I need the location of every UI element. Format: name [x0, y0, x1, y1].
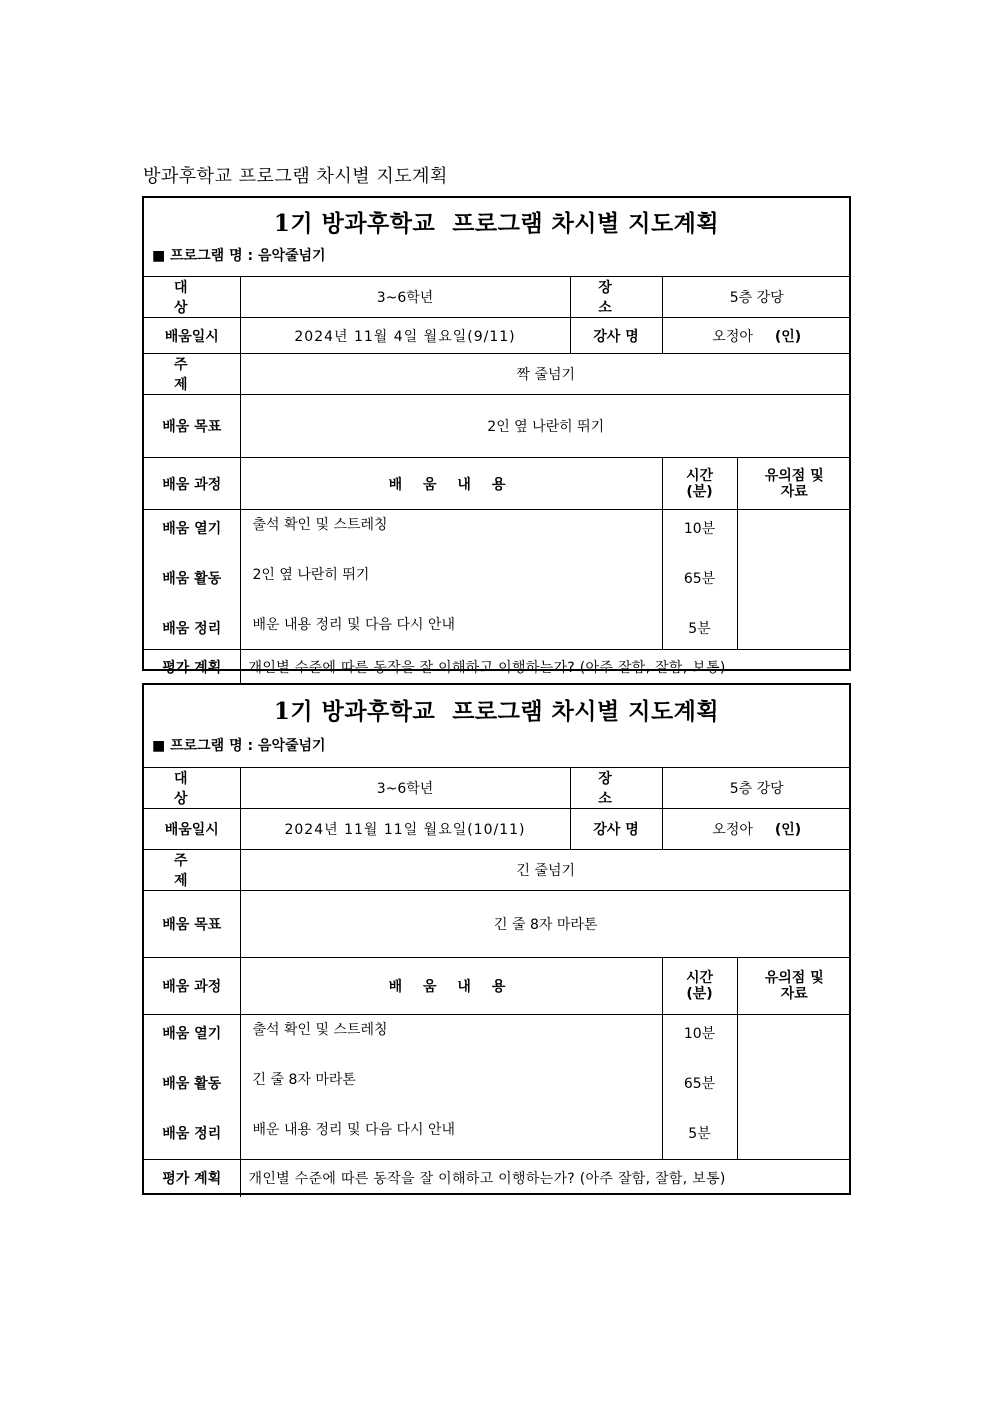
process-stages	[144, 1015, 240, 1160]
process-contents	[240, 1015, 662, 1160]
eval-value: 개인별 수준에 따른 동작을 잘 이해하고 이행하는가? (아주 잘함, 잘함, 보통)	[240, 1160, 851, 1197]
label-date: 배움일시	[144, 318, 240, 354]
date-value: 2024년 11월 4일 월요일(9/11)	[240, 318, 570, 354]
label-topic: 주 제	[144, 354, 240, 395]
time-closing: 5분	[688, 621, 711, 637]
program-name-line	[144, 241, 849, 265]
label-time: 시간 (분)	[662, 958, 737, 1015]
instructor-name: 오정아	[712, 822, 753, 838]
content-activity: 2인 옆 나란히 뛰기	[252, 567, 370, 583]
plan-header	[144, 685, 849, 768]
process-times	[662, 510, 737, 650]
label-date: 배움일시	[144, 809, 240, 850]
label-instructor: 강사 명	[570, 809, 662, 850]
plan-title: 1기 방과후학교 프로그램 차시별 지도계획	[273, 698, 720, 725]
label-place: 장 소	[570, 277, 662, 318]
label-content: 배 움 내 용	[240, 958, 662, 1015]
seal-mark: (인)	[774, 822, 802, 838]
content-activity: 긴 줄 8자 마라톤	[252, 1072, 356, 1088]
plan-table	[144, 768, 851, 1197]
label-place: 장 소	[570, 768, 662, 809]
lesson-plan-2	[142, 683, 851, 1195]
goal-value: 2인 옆 나란히 뛰기	[240, 395, 851, 458]
plan-title: 1기 방과후학교 프로그램 차시별 지도계획	[273, 210, 720, 237]
time-opening: 10분	[683, 521, 716, 537]
label-process: 배움 과정	[144, 958, 240, 1015]
process-stages	[144, 510, 240, 650]
time-activity: 65분	[683, 1076, 716, 1092]
topic-value: 긴 줄넘기	[240, 850, 851, 891]
plan-header	[144, 198, 849, 277]
lesson-plan-1	[142, 196, 851, 676]
label-content: 배 움 내 용	[240, 458, 662, 510]
label-process: 배움 과정	[144, 458, 240, 510]
process-notes	[737, 510, 851, 650]
stage-activity: 배움 활동	[162, 1076, 222, 1092]
stage-closing: 배움 정리	[162, 621, 222, 637]
program-name: 음악줄넘기	[257, 738, 326, 754]
place-value: 5층 강당	[662, 768, 851, 809]
stage-activity: 배움 활동	[162, 571, 222, 587]
time-closing: 5분	[688, 1126, 711, 1142]
date-value: 2024년 11월 11일 월요일(10/11)	[240, 809, 570, 850]
seal-mark: (인)	[774, 328, 802, 345]
document-heading: 방과후학교 프로그램 차시별 지도계획	[143, 166, 448, 187]
plan-table	[144, 277, 851, 684]
label-goal: 배움 목표	[144, 891, 240, 958]
time-opening: 10분	[683, 1026, 716, 1042]
place-value: 5층 강당	[662, 277, 851, 318]
instructor-name: 오정아	[712, 328, 753, 345]
eval-value: 개인별 수준에 따른 동작을 잘 이해하고 이행하는가? (아주 잘함, 잘함, 보통)	[240, 650, 851, 684]
label-eval: 평가 계획	[144, 1160, 240, 1197]
label-time: 시간 (분)	[662, 458, 737, 510]
program-label: ■ 프로그램 명 :	[152, 248, 258, 264]
process-notes	[737, 1015, 851, 1160]
goal-value: 긴 줄 8자 마라톤	[240, 891, 851, 958]
instructor-value	[662, 809, 851, 850]
program-name-line	[144, 731, 849, 755]
content-closing: 배운 내용 정리 및 다음 다시 안내	[252, 1122, 456, 1138]
content-closing: 배운 내용 정리 및 다음 다시 안내	[252, 617, 456, 633]
instructor-value	[662, 318, 851, 354]
label-instructor: 강사 명	[570, 318, 662, 354]
label-notes: 유의점 및 자료	[737, 958, 851, 1015]
process-contents	[240, 510, 662, 650]
program-name: 음악줄넘기	[257, 248, 326, 264]
label-notes: 유의점 및 자료	[737, 458, 851, 510]
stage-opening: 배움 열기	[162, 521, 222, 537]
program-label: ■ 프로그램 명 :	[152, 738, 258, 754]
label-eval: 평가 계획	[144, 650, 240, 684]
label-goal: 배움 목표	[144, 395, 240, 458]
target-value: 3~6학년	[240, 768, 570, 809]
topic-value: 짝 줄넘기	[240, 354, 851, 395]
process-times	[662, 1015, 737, 1160]
content-opening: 출석 확인 및 스트레칭	[252, 1022, 388, 1038]
label-topic: 주 제	[144, 850, 240, 891]
time-activity: 65분	[683, 571, 716, 587]
stage-closing: 배움 정리	[162, 1126, 222, 1142]
label-target: 대 상	[144, 277, 240, 318]
label-target: 대 상	[144, 768, 240, 809]
stage-opening: 배움 열기	[162, 1026, 222, 1042]
target-value: 3~6학년	[240, 277, 570, 318]
content-opening: 출석 확인 및 스트레칭	[252, 517, 388, 533]
